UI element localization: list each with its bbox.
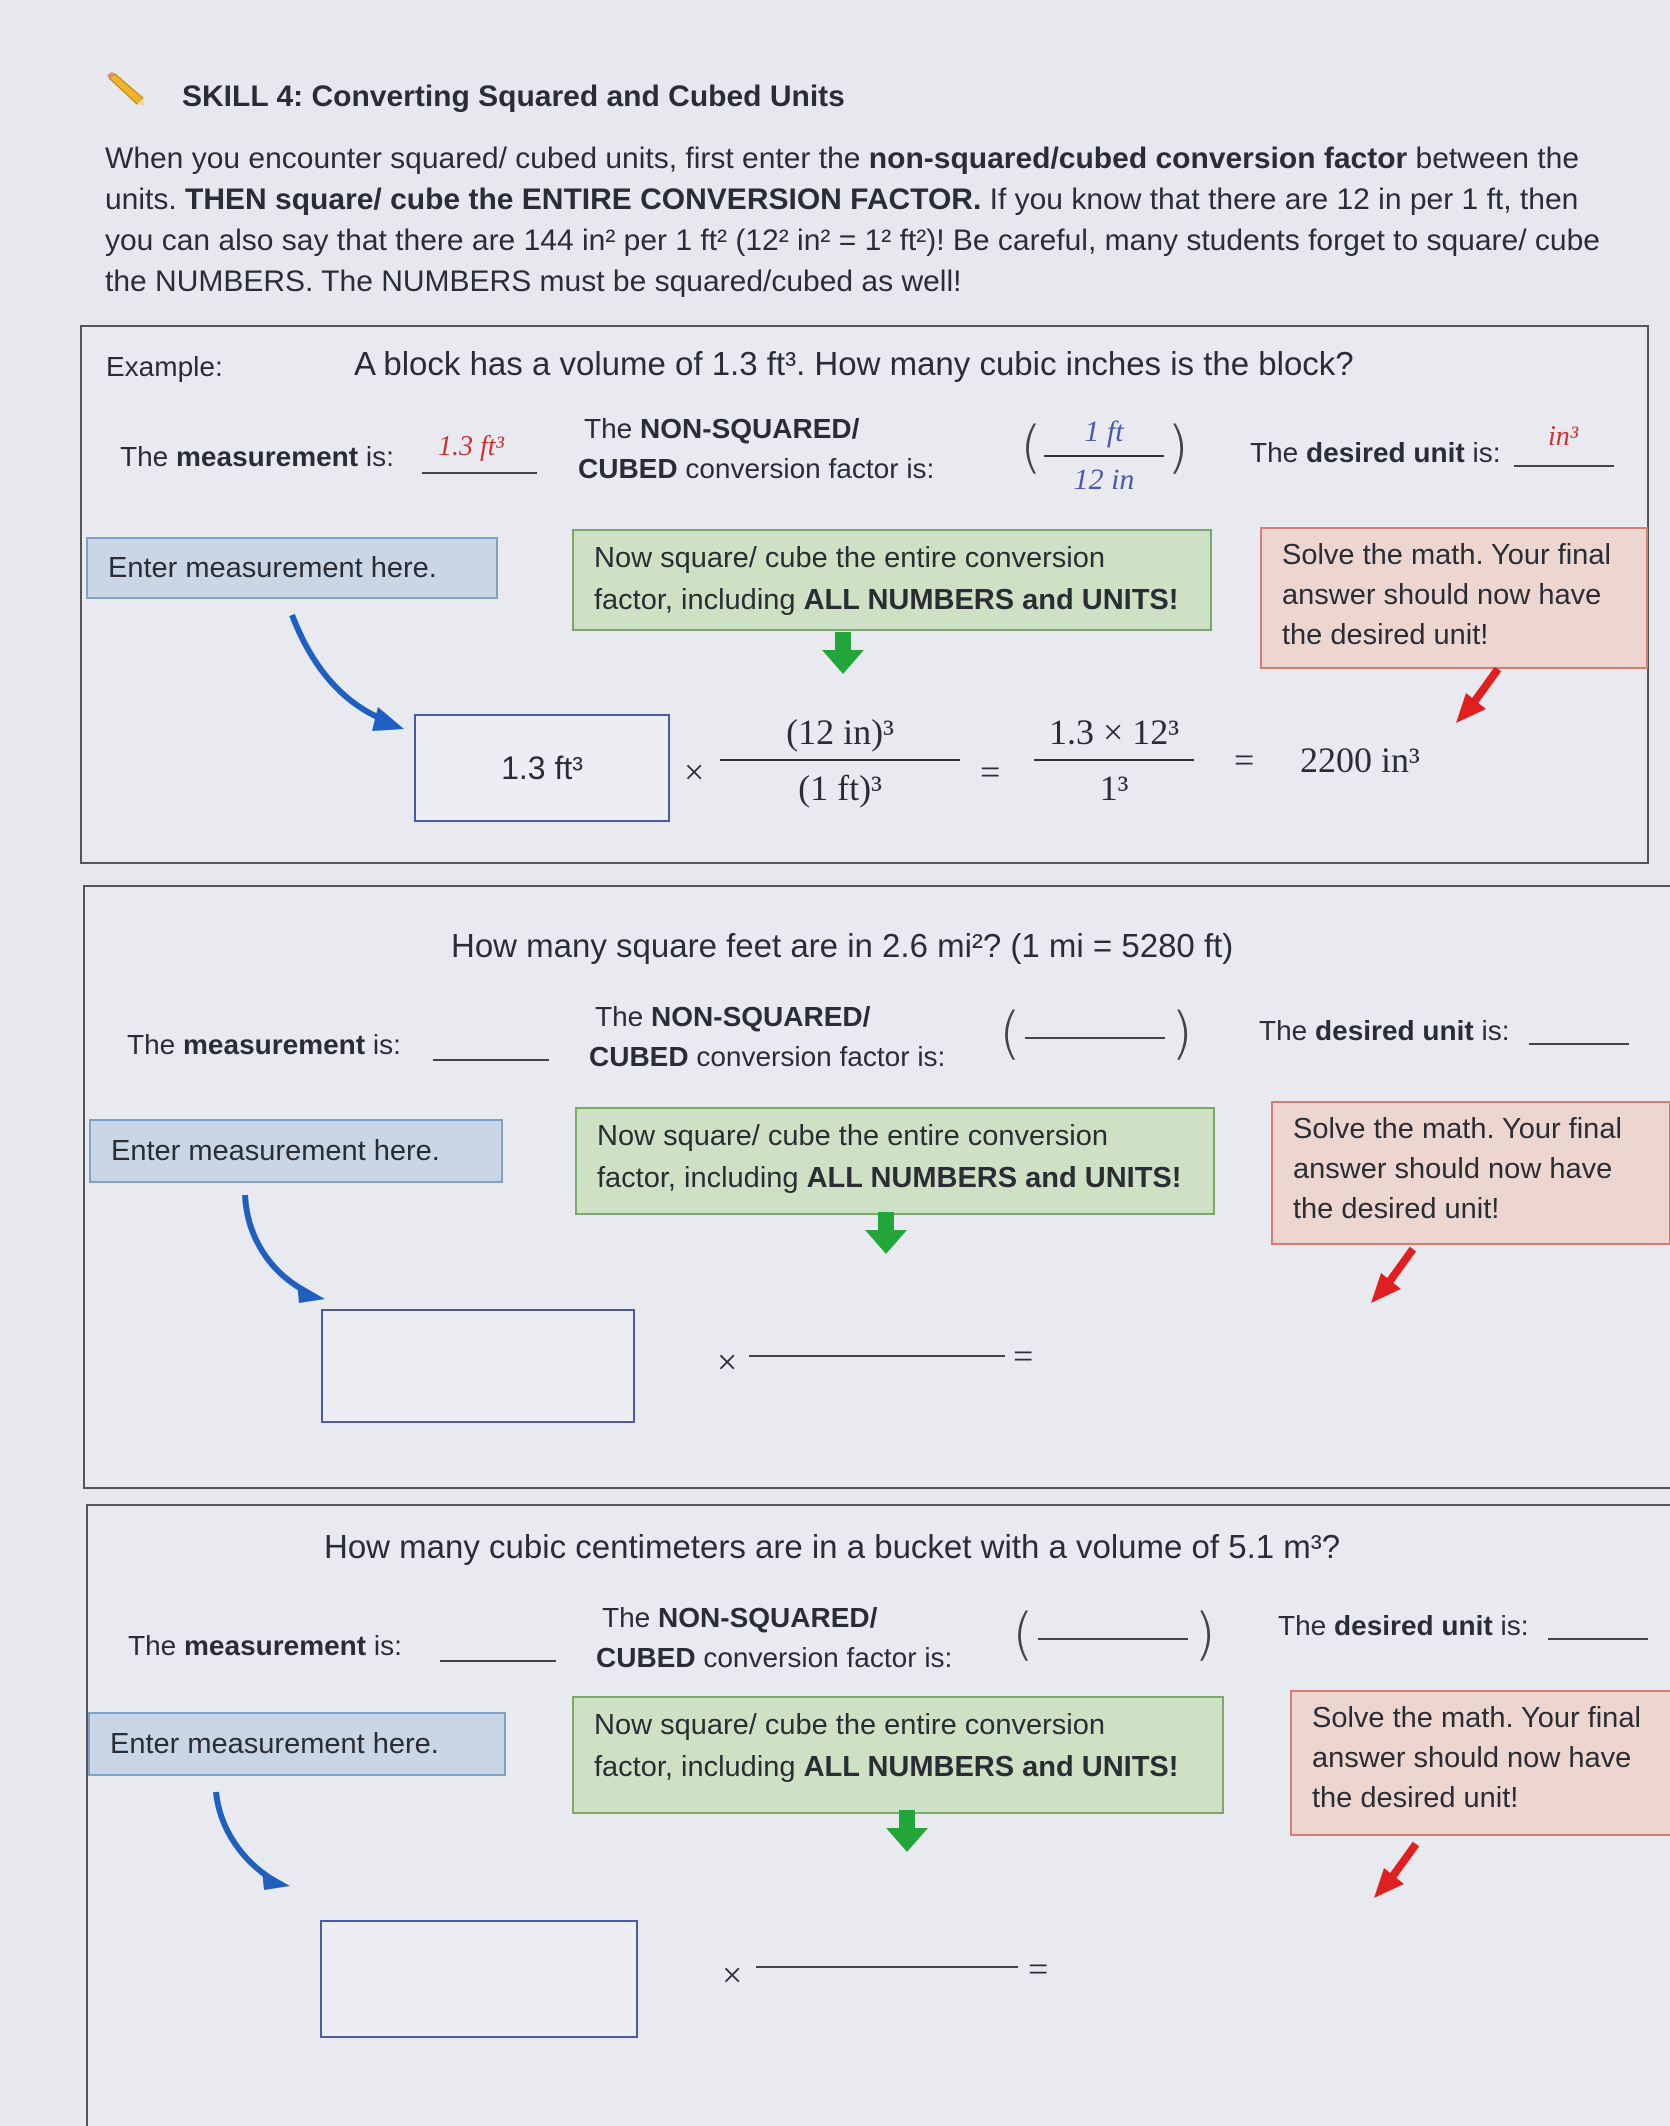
factor-blank[interactable] — [1038, 1638, 1188, 1640]
desired-label: The desired unit is: — [1250, 437, 1501, 468]
square-cube-box: Now square/ cube the entire conversion factor, including ALL NUMBERS and UNITS! — [572, 1696, 1224, 1814]
example-label: Example: — [106, 351, 223, 382]
paren-left: ( — [1020, 415, 1042, 480]
paren-left: ( — [999, 1001, 1021, 1066]
solve-box: Solve the math. Your final answer should now have the desired unit! — [1271, 1101, 1670, 1245]
green-down-arrow-icon — [884, 1810, 930, 1856]
times-sign: × — [722, 1955, 743, 1995]
measurement-value: 1.3 ft³ — [438, 431, 504, 462]
measurement-label: The measurement is: — [128, 1630, 402, 1661]
paren-right: ) — [1167, 415, 1189, 480]
pencil-icon — [105, 72, 145, 108]
calc-numerator: 1.3 × 12³ — [1048, 712, 1180, 752]
factor-label-line1: The NON-SQUARED/ — [602, 1602, 878, 1633]
measurement-blank[interactable] — [433, 1059, 549, 1061]
calc-fraction — [1034, 711, 1194, 809]
fraction-bar-blank[interactable] — [756, 1966, 1018, 1968]
enter-measurement-box: Enter measurement here. — [88, 1712, 506, 1776]
fraction-bar-blank[interactable] — [749, 1355, 1005, 1357]
factor-blank[interactable] — [1025, 1037, 1165, 1039]
equals-sign: = — [1013, 1336, 1034, 1376]
equals-sign: = — [1028, 1949, 1049, 1989]
measurement-label: The measurement is: — [120, 441, 394, 472]
factor-label-line2: CUBED conversion factor is: — [596, 1642, 953, 1673]
calc-denominator: 1³ — [1099, 768, 1129, 808]
measurement-entry-box[interactable] — [320, 1920, 638, 2038]
factor-label-line2: CUBED conversion factor is: — [589, 1041, 946, 1072]
paren-right: ) — [1171, 1001, 1193, 1066]
desired-value: in³ — [1548, 421, 1579, 452]
equals-sign-1: = — [980, 752, 1001, 792]
green-down-arrow-icon — [863, 1212, 909, 1258]
factor-label-line2: CUBED conversion factor is: — [578, 453, 935, 484]
example-entry-box: 1.3 ft³ — [414, 714, 670, 822]
paren-right: ) — [1194, 1602, 1216, 1667]
factor-denominator: 12 in — [1073, 463, 1135, 496]
factor-numerator: 1 ft — [1084, 415, 1124, 448]
desired-blank[interactable] — [1548, 1638, 1648, 1640]
red-arrow-icon — [1450, 665, 1510, 729]
square-cube-box: Now square/ cube the entire conversion factor, including ALL NUMBERS and UNITS! — [572, 529, 1212, 631]
measurement-label: The measurement is: — [127, 1029, 401, 1060]
problem2-question: How many cubic centimeters are in a bucket with a volume of 5.1 m³? — [324, 1528, 1341, 1565]
desired-blank[interactable] — [1529, 1043, 1629, 1045]
blue-arrow-icon — [235, 1187, 395, 1307]
equals-sign-2: = — [1234, 740, 1255, 780]
green-down-arrow-icon — [820, 632, 866, 678]
enter-measurement-box: Enter measurement here. — [89, 1119, 503, 1183]
enter-measurement-box: Enter measurement here. — [86, 537, 498, 599]
factor-fraction — [1044, 415, 1164, 497]
desired-blank — [1514, 465, 1614, 467]
times-sign: × — [684, 752, 705, 792]
red-arrow-icon — [1365, 1245, 1425, 1309]
cubed-denominator: (1 ft)³ — [798, 768, 882, 808]
solve-box: Solve the math. Your final answer should now have the desired unit! — [1290, 1690, 1670, 1836]
desired-label: The desired unit is: — [1278, 1610, 1529, 1641]
times-sign: × — [717, 1342, 738, 1382]
cubed-factor-fraction — [720, 711, 960, 809]
page-title: SKILL 4: Converting Squared and Cubed Units — [182, 80, 845, 113]
factor-label-line1: The NON-SQUARED/ — [595, 1001, 871, 1032]
measurement-entry-box[interactable] — [321, 1309, 635, 1423]
cubed-numerator: (12 in)³ — [786, 712, 894, 752]
factor-label-line1: The NON-SQUARED/ — [584, 413, 860, 444]
example-question: A block has a volume of 1.3 ft³. How many cubic inches is the block? — [354, 345, 1354, 382]
intro-paragraph: When you encounter squared/ cubed units, first enter the non-squared/cubed conversion factor between the units. THEN square/ cube the ENTIRE CONVERSION FACTOR. If you know that there are 12 in per 1 ft, then you can also say that there are 144 in² per 1 ft² (12² in² = 1² ft²)! Be careful, many students forget to square/ cube the NUMBERS. The NUMBERS must be squared/cubed as well! — [105, 142, 1600, 298]
problem1-question: How many square feet are in 2.6 mi²? (1 mi = 5280 ft) — [451, 927, 1234, 964]
desired-label: The desired unit is: — [1259, 1015, 1510, 1046]
measurement-blank[interactable] — [440, 1660, 556, 1662]
problem2-panel — [86, 1504, 1670, 2126]
red-arrow-icon — [1368, 1840, 1428, 1904]
measurement-blank — [422, 472, 537, 474]
problem1-panel — [83, 885, 1670, 1489]
solve-box: Solve the math. Your final answer should now have the desired unit! — [1260, 527, 1648, 669]
example-panel — [80, 325, 1649, 864]
blue-arrow-icon — [206, 1786, 356, 1896]
square-cube-box: Now square/ cube the entire conversion factor, including ALL NUMBERS and UNITS! — [575, 1107, 1215, 1215]
example-result: 2200 in³ — [1300, 740, 1420, 780]
paren-left: ( — [1012, 1602, 1034, 1667]
